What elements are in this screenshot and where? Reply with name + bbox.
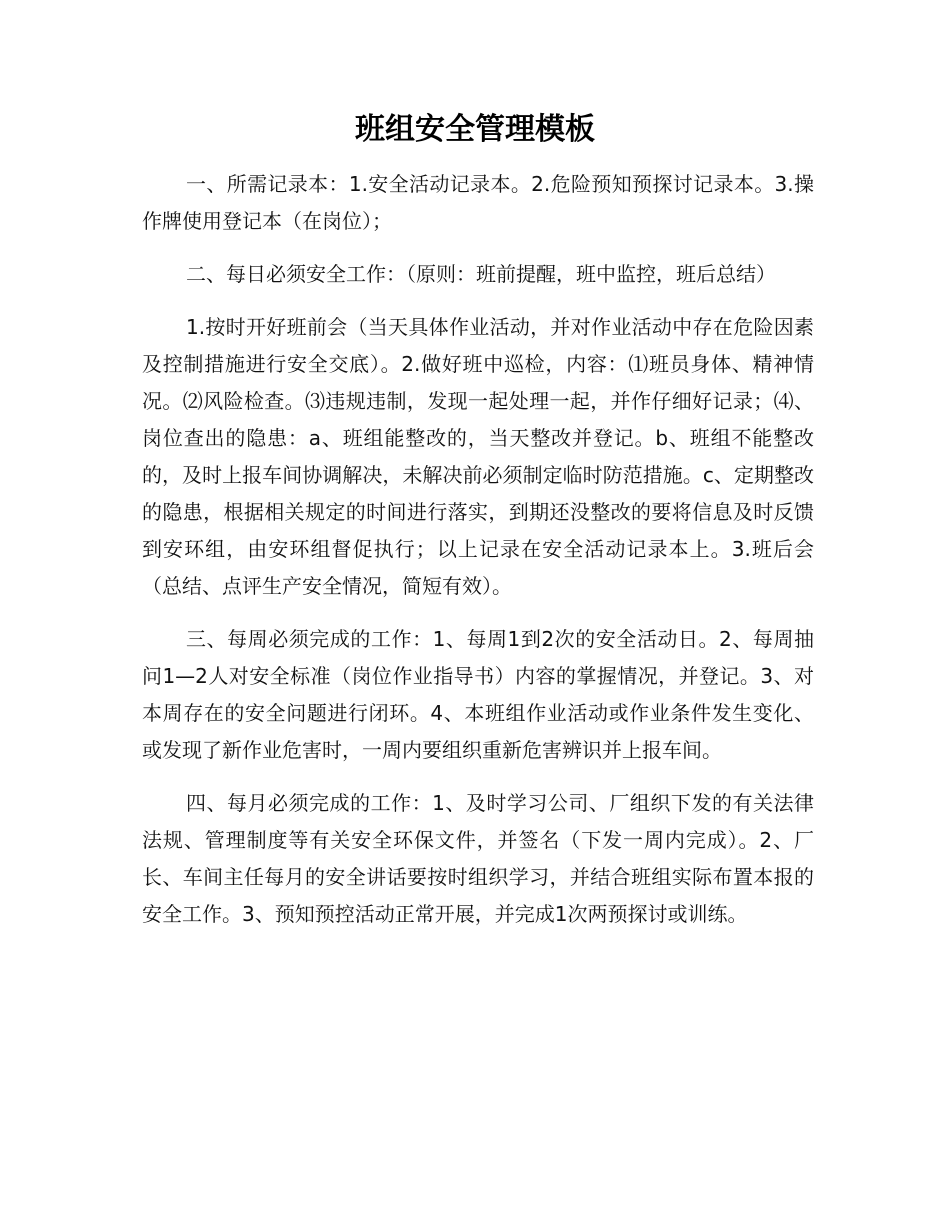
paragraph-monthly-work: 四、每月必须完成的工作：1、及时学习公司、厂组织下发的有关法律法规、管理制度等有关安全环保文件，并签名（下发一周内完成）。2、厂长、车间主任每月的安全讲话要按时组织学习，并结合班组实际布置本报的安全工作。3、预知预控活动正常开展，并完成1次两预探讨或训练。: [142, 791, 814, 926]
document-title: 班组安全管理模板: [355, 112, 595, 147]
paragraph-required-records: 一、所需记录本：1.安全活动记录本。2.危险预知预探讨记录本。3.操作牌使用登记本（在岗位）；: [142, 172, 814, 233]
document-body: [142, 166, 814, 949]
paragraph-daily-work-principle: 二、每日必须安全工作：（原则：班前提醒，班中监控，班后总结）: [186, 262, 776, 286]
paragraph-weekly-work: 三、每周必须完成的工作：1、每周1到2次的安全活动日。2、每周抽问1—2人对安全标准（岗位作业指导书）内容的掌握情况，并登记。3、对本周存在的安全问题进行闭环。4、本班组作业活动或作业条件发生变化、或发现了新作业危害时，一周内要组织重新危害辨识并上报车间。: [142, 627, 814, 762]
paragraph-daily-work-details: 1.按时开好班前会（当天具体作业活动，并对作业活动中存在危险因素及控制措施进行安全交底）。2.做好班中巡检，内容：⑴班员身体、精神情况。⑵风险检查。⑶违规违制，发现一起处理一起，并作仔细好记录；⑷、岗位查出的隐患：a、班组能整改的，当天整改并登记。b、班组不能整改的，及时上报车间协调解决，未解决前必须制定临时防范措施。c、定期整改的隐患，根据相关规定的时间进行落实，到期还没整改的要将信息及时反馈到安环组，由安环组督促执行；以上记录在安全活动记录本上。3.班后会（总结、点评生产安全情况，简短有效）。: [142, 315, 814, 598]
